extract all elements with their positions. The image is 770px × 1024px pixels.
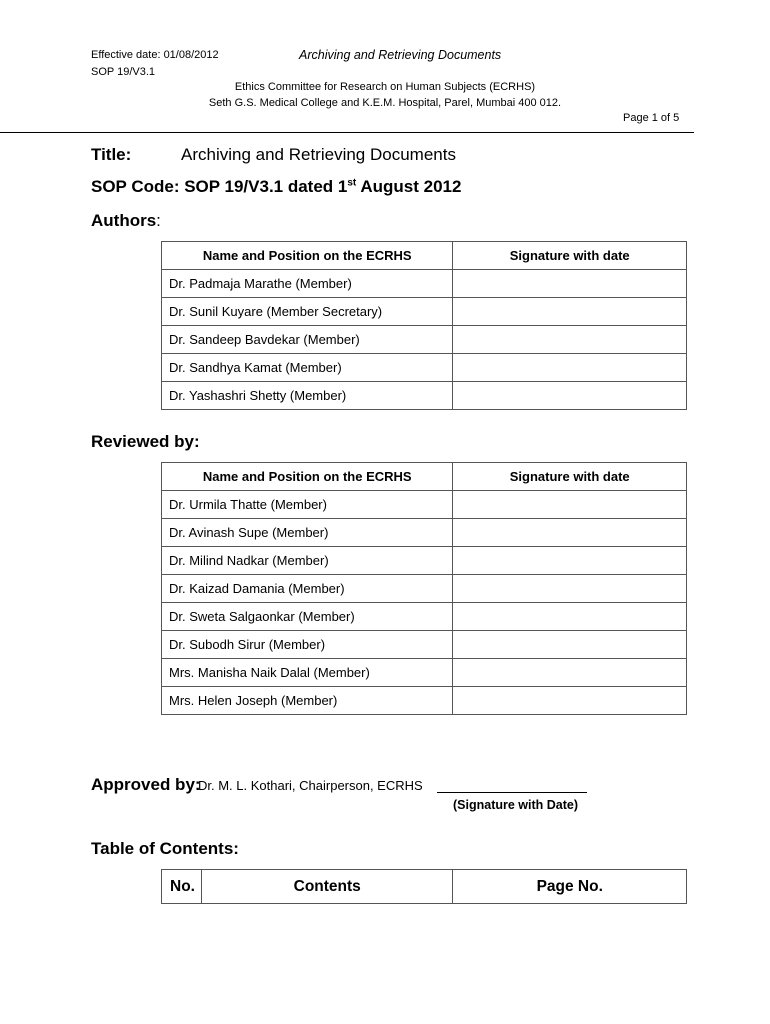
author-name: Dr. Sandeep Bavdekar (Member) (162, 326, 453, 354)
col-signature-header: Signature with date (453, 463, 687, 491)
table-row (162, 326, 687, 354)
col-contents-header: Contents (201, 870, 453, 904)
col-page-header: Page No. (453, 870, 687, 904)
col-signature-header: Signature with date (453, 242, 687, 270)
sop-code-text: SOP Code: SOP 19/V3.1 dated 1 (91, 177, 348, 196)
signature-cell[interactable] (453, 491, 687, 519)
signature-cell[interactable] (453, 687, 687, 715)
table-header-row (162, 242, 687, 270)
signature-cell[interactable] (453, 519, 687, 547)
committee-name: Ethics Committee for Research on Human Subjects (ECRHS) (234, 81, 536, 93)
institution-name: Seth G.S. Medical College and K.E.M. Hospital, Parel, Mumbai 400 012. (208, 97, 562, 109)
col-name-header: Name and Position on the ECRHS (162, 463, 453, 491)
reviewer-name: Mrs. Helen Joseph (Member) (162, 687, 453, 715)
approved-by-label: Approved by: (91, 775, 201, 794)
toc-table (161, 869, 687, 904)
authors-table (161, 241, 687, 410)
signature-cell[interactable] (453, 603, 687, 631)
author-name: Dr. Yashashri Shetty (Member) (162, 382, 453, 410)
authors-heading (91, 211, 161, 231)
sop-code (91, 177, 461, 197)
header-doc-title: Archiving and Retrieving Documents (299, 48, 502, 62)
signature-cell[interactable] (453, 575, 687, 603)
table-row (162, 631, 687, 659)
table-row (162, 575, 687, 603)
table-row (162, 270, 687, 298)
reviewer-name: Dr. Subodh Sirur (Member) (162, 631, 453, 659)
document-title: Archiving and Retrieving Documents (181, 145, 456, 164)
table-row (162, 354, 687, 382)
author-name: Dr. Padmaja Marathe (Member) (162, 270, 453, 298)
author-name: Dr. Sandhya Kamat (Member) (162, 354, 453, 382)
reviewer-name: Dr. Urmila Thatte (Member) (162, 491, 453, 519)
table-row (162, 491, 687, 519)
toc-heading: Table of Contents: (91, 839, 239, 858)
signature-cell[interactable] (453, 326, 687, 354)
signature-cell[interactable] (453, 354, 687, 382)
reviewer-name: Mrs. Manisha Naik Dalal (Member) (162, 659, 453, 687)
approval-signature-line[interactable] (437, 792, 587, 793)
reviewer-name: Dr. Milind Nadkar (Member) (162, 547, 453, 575)
authors-colon: : (156, 211, 161, 230)
author-name: Dr. Sunil Kuyare (Member Secretary) (162, 298, 453, 326)
col-no-header: No. (162, 870, 202, 904)
signature-cell[interactable] (453, 270, 687, 298)
table-row (162, 687, 687, 715)
reviewer-name: Dr. Sweta Salgaonkar (Member) (162, 603, 453, 631)
signature-cell[interactable] (453, 298, 687, 326)
col-name-header: Name and Position on the ECRHS (162, 242, 453, 270)
table-row (162, 519, 687, 547)
reviewers-heading: Reviewed by: (91, 432, 200, 451)
table-row (162, 659, 687, 687)
table-header-row (162, 870, 687, 904)
header-rule (0, 132, 694, 133)
signature-cell[interactable] (453, 659, 687, 687)
authors-label: Authors (91, 211, 157, 230)
table-row (162, 547, 687, 575)
reviewer-name: Dr. Avinash Supe (Member) (162, 519, 453, 547)
table-row (162, 603, 687, 631)
signature-cell[interactable] (453, 547, 687, 575)
effective-date: Effective date: 01/08/2012 (91, 49, 219, 61)
signature-cell[interactable] (453, 631, 687, 659)
table-row (162, 382, 687, 410)
sop-code-rest: August 2012 (356, 177, 462, 196)
title-label: Title: (91, 145, 132, 164)
sop-version: SOP 19/V3.1 (91, 66, 156, 78)
table-row (162, 298, 687, 326)
signature-caption: (Signature with Date) (453, 798, 579, 812)
sop-code-sup: st (347, 177, 357, 189)
approver-name: Dr. M. L. Kothari, Chairperson, ECRHS (198, 778, 423, 793)
page-number: Page 1 of 5 (623, 112, 680, 124)
reviewers-table (161, 462, 687, 715)
table-header-row (162, 463, 687, 491)
reviewer-name: Dr. Kaizad Damania (Member) (162, 575, 453, 603)
signature-cell[interactable] (453, 382, 687, 410)
